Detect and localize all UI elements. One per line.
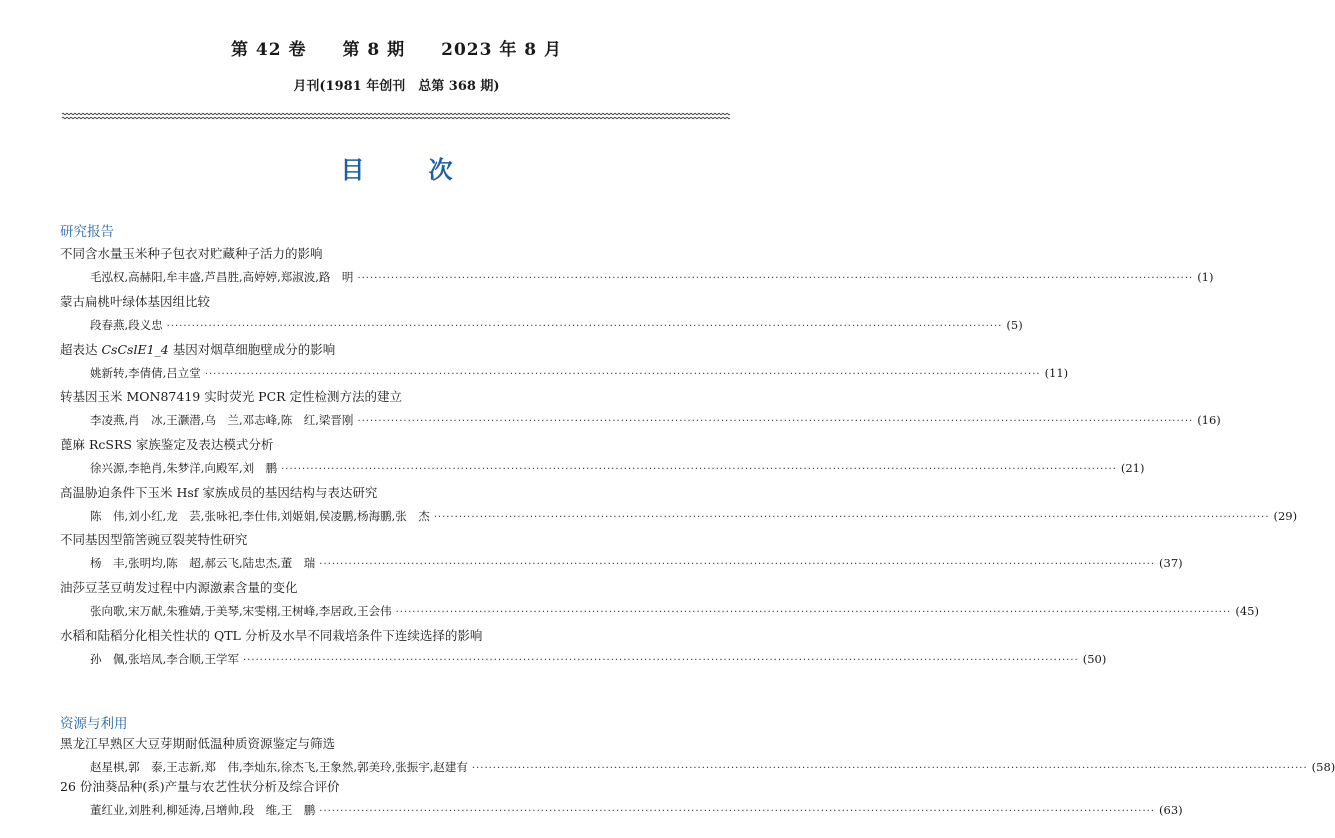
toc-entry[interactable]	[60, 437, 1145, 477]
article-title[interactable]	[60, 342, 718, 358]
toc-entry[interactable]	[60, 779, 1183, 819]
page-number: (16)	[1197, 413, 1221, 427]
gene-name: CsCslE1_4	[101, 342, 169, 357]
page-number: (21)	[1120, 461, 1145, 475]
issue-info	[0, 35, 793, 60]
dot-leader: ········································································································································································································	[166, 321, 1003, 332]
article-authors: 杨 丰,张明均,陈 超,郝云飞,陆忠杰,董 瑞	[90, 556, 316, 570]
article-authors: 赵星棋,郭 泰,王志新,郑 伟,李灿东,徐杰飞,王象然,郭美玲,张振宇,赵建有	[90, 760, 468, 774]
article-title[interactable]: 油莎豆茎豆萌发过程中内源激素含量的变化	[60, 580, 298, 595]
page-number: (45)	[1235, 604, 1259, 618]
page-number: (37)	[1159, 556, 1183, 570]
volume: 第 42 卷	[230, 40, 307, 60]
dot-leader: ········································································································································································································	[357, 273, 1194, 284]
dot-leader: ········································································································································································································	[319, 559, 1156, 570]
dot-leader: ········································································································································································································	[433, 512, 1270, 523]
article-authors: 董红业,刘胜利,柳延涛,吕增帅,段 维,王 鹏	[90, 803, 316, 817]
page-number: (58)	[1311, 760, 1335, 774]
article-authors: 徐兴源,李艳肖,朱梦洋,向殿军,刘 鹏	[90, 461, 278, 475]
article-authors: 李凌燕,肖 冰,王灏潜,乌 兰,邓志峰,陈 红,梁晋刚	[90, 413, 354, 427]
dot-leader: ········································································································································································································	[242, 655, 1079, 666]
section-heading-resources: 资源与利用	[60, 716, 128, 732]
article-authors: 段春燕,段义忠	[90, 318, 163, 332]
article-title[interactable]: 26 份油葵品种(系)产量与农艺性状分析及综合评价	[60, 779, 340, 794]
dot-leader: ········································································································································································································	[395, 607, 1232, 618]
article-title[interactable]: 转基因玉米 MON87419 实时荧光 PCR 定性检测方法的建立	[60, 389, 403, 404]
article-authors: 陈 伟,刘小红,龙 芸,张咏祀,李仕伟,刘姬娟,侯凌鹏,杨海鹏,张 杰	[90, 509, 430, 523]
title-part: 超表达	[60, 342, 102, 357]
wavy-divider	[62, 111, 730, 121]
toc-entry[interactable]	[60, 294, 1023, 334]
section-heading-research: 研究报告	[60, 224, 114, 240]
article-title[interactable]: 蒙古扁桃叶绿体基因组比较	[60, 294, 211, 309]
toc-entry[interactable]	[60, 580, 1259, 620]
article-authors: 毛泓权,高赫阳,牟丰盛,芦昌胜,高婷婷,郑淑波,路 明	[90, 270, 354, 284]
issue-date: 2023 年 8 月	[441, 40, 563, 60]
page-number: (11)	[1044, 366, 1069, 380]
toc-entry[interactable]	[60, 389, 1221, 429]
article-authors: 姚新转,李倩倩,吕立堂	[90, 366, 201, 380]
dot-leader: ········································································································································································································	[204, 369, 1041, 380]
page-number: (63)	[1159, 803, 1183, 817]
page-number: (50)	[1082, 652, 1107, 666]
article-authors: 孙 佩,张培凤,李合顺,王学军	[90, 652, 239, 666]
toc-title: 目次	[340, 156, 517, 184]
article-authors: 张向歌,宋万献,朱雅婧,于美琴,宋雯栩,王树峰,李居政,王会伟	[90, 604, 392, 618]
dot-leader: ········································································································································································································	[471, 763, 1308, 774]
dot-leader: ········································································································································································································	[319, 806, 1156, 817]
title-part: 基因对烟草细胞壁成分的影响	[168, 342, 336, 357]
page-number: (1)	[1197, 270, 1214, 284]
article-title[interactable]: 黑龙江早熟区大豆芽期耐低温种质资源鉴定与筛选	[60, 736, 336, 751]
issue-number: 第 8 期	[342, 40, 406, 60]
dot-leader: ········································································································································································································	[357, 416, 1194, 427]
toc-entry[interactable]	[60, 628, 1107, 668]
monthly-info: 月刊(1981 年创刊 总第 368 期)	[293, 79, 500, 94]
article-title[interactable]: 高温胁迫条件下玉米 Hsf 家族成员的基因结构与表达研究	[60, 485, 378, 500]
article-title[interactable]: 不同含水量玉米种子包衣对贮藏种子活力的影响	[60, 246, 323, 261]
article-title[interactable]: 水稻和陆稻分化相关性状的 QTL 分析及水旱不同栽培条件下连续选择的影响	[60, 628, 483, 643]
toc-entry[interactable]	[60, 485, 1298, 525]
toc-entry[interactable]	[60, 736, 1335, 776]
page-number: (29)	[1273, 509, 1298, 523]
dot-leader: ········································································································································································································	[281, 464, 1117, 475]
toc-entry[interactable]	[60, 342, 1069, 382]
article-title[interactable]: 不同基因型箭筈豌豆裂荚特性研究	[60, 532, 248, 547]
page-number: (5)	[1006, 318, 1023, 332]
toc-entry[interactable]	[60, 246, 1214, 286]
article-title[interactable]: 蓖麻 RcSRS 家族鉴定及表达模式分析	[60, 437, 274, 452]
toc-entry[interactable]	[60, 532, 1183, 572]
